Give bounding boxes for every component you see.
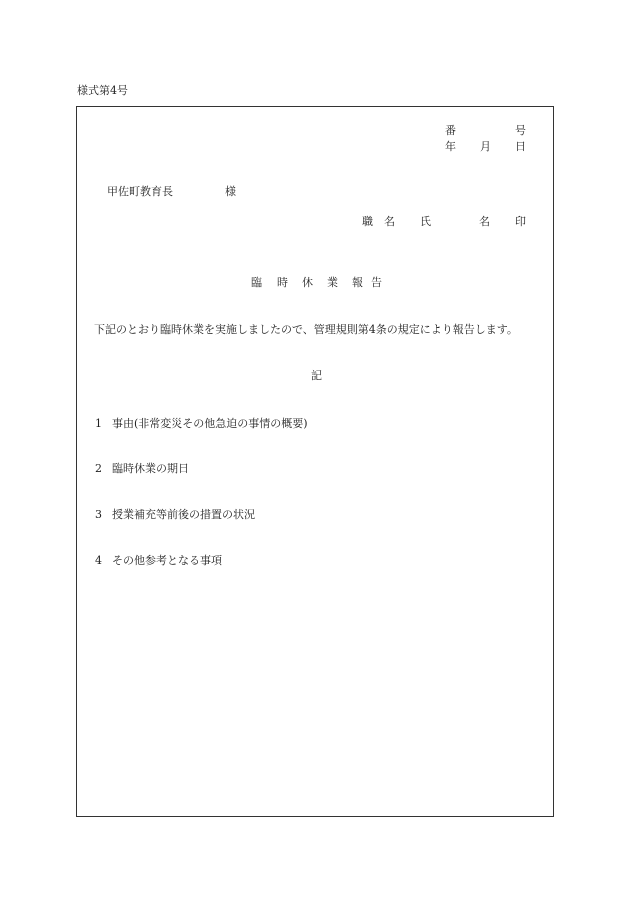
body-text: 下記のとおり臨時休業を実施しましたので、管理規則第4条の規定により報告します。 (94, 323, 518, 336)
item-1-number: 1 (95, 417, 102, 430)
sender-label-shi: 氏 (420, 215, 431, 228)
sender-label-shoku: 職 (362, 215, 373, 228)
item-2-text: 臨時休業の期日 (112, 462, 189, 475)
date-label-year: 年 (445, 140, 456, 153)
sender-label-na: 名 (479, 215, 490, 228)
item-4-text: その他参考となる事項 (112, 554, 222, 567)
number-label-go: 号 (515, 124, 526, 137)
title-char-3: 休 (302, 276, 313, 289)
number-label-ban: 番 (445, 124, 456, 137)
date-label-day: 日 (515, 140, 526, 153)
title-char-2: 時 (277, 276, 288, 289)
item-4-number: 4 (95, 554, 102, 567)
title-char-1: 臨 (251, 276, 262, 289)
title-char-5: 報 (352, 276, 363, 289)
item-1-text: 事由(非常変災その他急迫の事情の概要) (112, 417, 308, 430)
ki-heading: 記 (311, 369, 322, 382)
addressee-name: 甲佐町教育長 (107, 185, 173, 198)
seal-label: 印 (515, 215, 526, 228)
form-number: 様式第4号 (77, 84, 128, 97)
sender-label-mei: 名 (384, 215, 395, 228)
title-char-4: 業 (327, 276, 338, 289)
title-char-6: 告 (371, 276, 382, 289)
addressee-honorific: 様 (225, 185, 236, 198)
item-2-number: 2 (95, 462, 102, 475)
item-3-number: 3 (95, 508, 102, 521)
date-label-month: 月 (480, 140, 491, 153)
item-3-text: 授業補充等前後の措置の状況 (112, 508, 255, 521)
